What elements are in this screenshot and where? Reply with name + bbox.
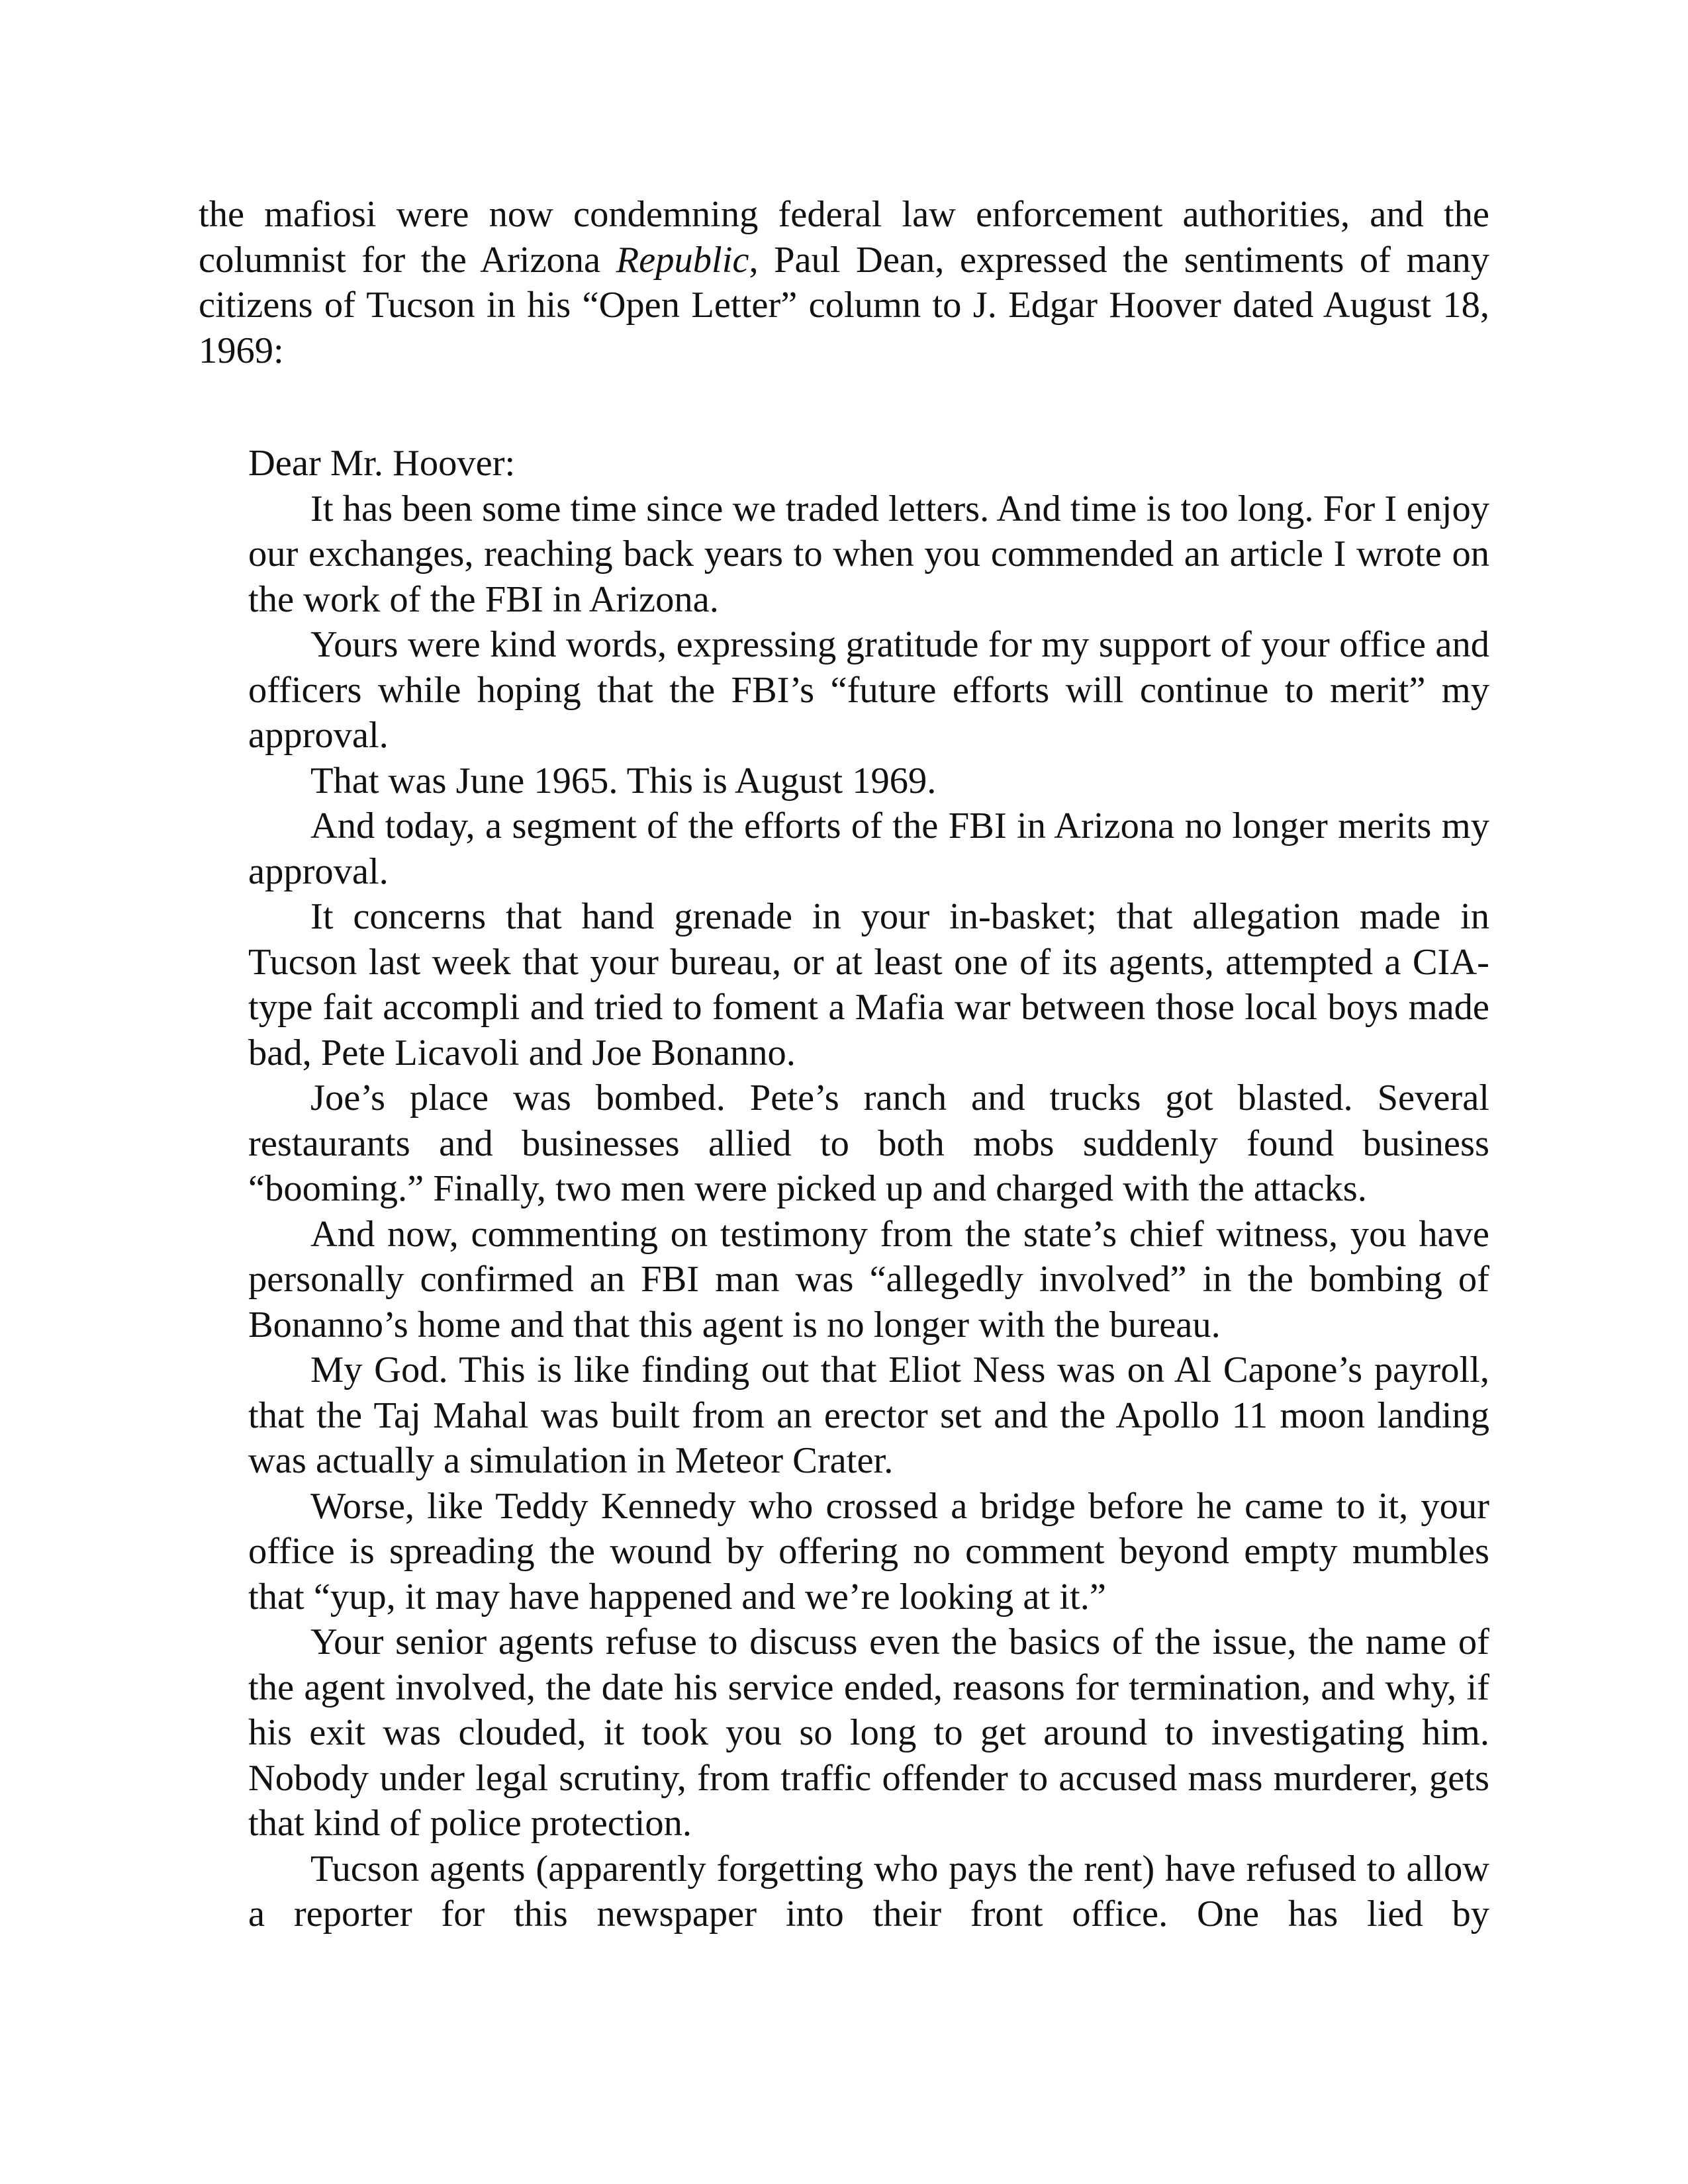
intro-text-before: the mafiosi were now condemning federal law enforcement authorities, and the columnist for the Arizona bbox=[199, 194, 1489, 281]
newspaper-name: Republic bbox=[616, 239, 749, 281]
intro-paragraph bbox=[199, 192, 1489, 373]
letter-paragraph: Your senior agents refuse to discuss even the basics of the issue, the name of the agent involved, the date his service ended, reasons for termination, and why, if his exit was clouded, it took you so long to get around to investigating him. Nobody under legal scrutiny, from traffic offender to accused mass murderer, gets that kind of police protection. bbox=[248, 1621, 1489, 1844]
letter-paragraph: Worse, like Teddy Kennedy who crossed a bridge before he came to it, your office is spreading the wound by offering no comment beyond empty mumbles that “yup, it may have happened and we’re looking at it.” bbox=[248, 1485, 1489, 1617]
open-letter-block bbox=[248, 441, 1489, 1937]
letter-paragraph: It has been some time since we traded letters. And time is too long. For I enjoy our exchanges, reaching back years to when you commended an article I wrote on the work of the FBI in Arizona. bbox=[248, 488, 1489, 620]
intro-text-after: , Paul Dean, expressed the sentiments of many citizens of Tucson in his “Open Letter” column to J. Edgar Hoover dated August 18, 1969: bbox=[199, 239, 1489, 371]
letter-paragraph: Yours were kind words, expressing gratitude for my support of your office and officers while hoping that the FBI’s “future efforts will continue to merit” my approval. bbox=[248, 624, 1489, 756]
letter-paragraph: My God. This is like finding out that Eliot Ness was on Al Capone’s payroll, that the Taj Mahal was built from an erector set and the Apollo 11 moon landing was actually a simulation in Meteor Crater. bbox=[248, 1349, 1489, 1481]
letter-paragraph: And today, a segment of the efforts of the FBI in Arizona no longer merits my approval. bbox=[248, 805, 1489, 892]
letter-paragraph: And now, commenting on testimony from the state’s chief witness, you have personally confirmed an FBI man was “allegedly involved” in the bombing of Bonanno’s home and that this agent is no longer with the bureau. bbox=[248, 1213, 1489, 1345]
letter-salutation: Dear Mr. Hoover: bbox=[248, 443, 516, 484]
letter-paragraph: It concerns that hand grenade in your in-basket; that allegation made in Tucson last week that your bureau, or at least one of its agents, attempted a CIA-type fait accompli and tried to foment a Mafia war between those local boys made bad, Pete Licavoli and Joe Bonanno. bbox=[248, 896, 1489, 1073]
letter-paragraph: Joe’s place was bombed. Pete’s ranch and trucks got blasted. Several restaurants and businesses allied to both mobs suddenly found business “booming.” Finally, two men were picked up and charged with the attacks. bbox=[248, 1077, 1489, 1209]
letter-paragraph: That was June 1965. This is August 1969. bbox=[310, 760, 937, 801]
letter-paragraph-continued: Tucson agents (apparently forgetting who pays the rent) have refused to allow a reporter for this newspaper into their front office. One has lied by bbox=[248, 1848, 1489, 1934]
